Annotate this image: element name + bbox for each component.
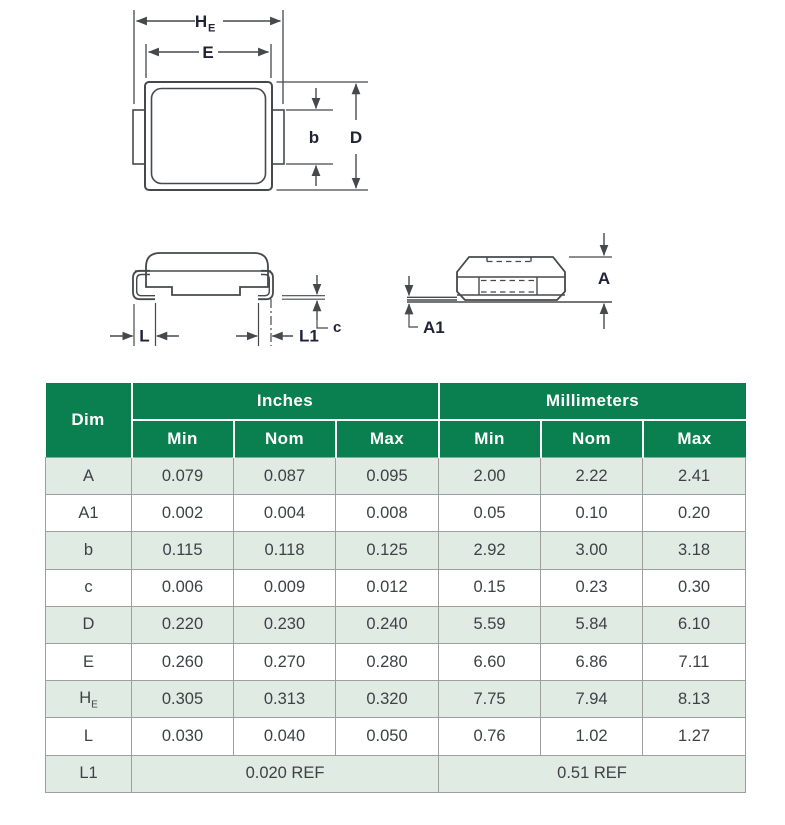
value-cell: 0.125 xyxy=(336,532,439,569)
value-cell: 0.050 xyxy=(336,718,439,755)
value-cell: 2.22 xyxy=(541,458,643,495)
dim-label-he-sub: E xyxy=(208,22,216,35)
value-cell: 0.118 xyxy=(234,532,336,569)
value-cell: 0.220 xyxy=(132,606,234,643)
value-cell: 0.280 xyxy=(336,643,439,680)
dim-label-a1: A1 xyxy=(423,318,445,337)
package-outline-drawing xyxy=(0,0,785,378)
value-cell: 3.00 xyxy=(541,532,643,569)
dim-cell: c xyxy=(46,569,132,606)
value-cell: 0.006 xyxy=(132,569,234,606)
col-header-dim: Dim xyxy=(46,383,132,458)
dim-cell: L1 xyxy=(46,755,132,792)
col-header-millimeters: Millimeters xyxy=(439,383,746,420)
value-cell: 0.009 xyxy=(234,569,336,606)
table-row xyxy=(46,569,746,606)
table-row xyxy=(46,606,746,643)
dim-cell: b xyxy=(46,532,132,569)
value-cell: 0.002 xyxy=(132,495,234,532)
value-cell: 0.115 xyxy=(132,532,234,569)
value-cell: 2.41 xyxy=(643,458,746,495)
value-cell: 0.305 xyxy=(132,681,234,718)
value-cell: 0.23 xyxy=(541,569,643,606)
dim-label-b: b xyxy=(308,128,320,147)
package-body-outline xyxy=(145,82,272,190)
value-cell: 7.75 xyxy=(439,681,541,718)
terminal-tab-right xyxy=(272,110,284,164)
dim-label-l: L xyxy=(139,326,150,346)
dim-cell: A xyxy=(46,458,132,495)
value-cell: 8.13 xyxy=(643,681,746,718)
dim-cell: L xyxy=(46,718,132,755)
col-header-inches: Inches xyxy=(132,383,439,420)
value-cell: 0.012 xyxy=(336,569,439,606)
value-cell: 0.313 xyxy=(234,681,336,718)
value-cell: 0.040 xyxy=(234,718,336,755)
dim-cell: $H_E$ xyxy=(46,681,132,718)
value-cell: 0.260 xyxy=(132,643,234,680)
dim-subscript: E xyxy=(91,698,98,710)
value-cell: 0.087 xyxy=(234,458,336,495)
dim-label-d: D xyxy=(349,128,363,147)
value-cell: 0.079 xyxy=(132,458,234,495)
value-cell: 2.92 xyxy=(439,532,541,569)
dim-cell: D xyxy=(46,606,132,643)
dim-label-c: c xyxy=(333,319,342,336)
value-cell: 0.10 xyxy=(541,495,643,532)
value-cell: 6.10 xyxy=(643,606,746,643)
value-cell: 0.320 xyxy=(336,681,439,718)
value-cell: 0.240 xyxy=(336,606,439,643)
value-cell: 0.15 xyxy=(439,569,541,606)
col-header-mm-max: Max xyxy=(643,420,746,458)
col-header-in-min: Min xyxy=(132,420,234,458)
dim-label-e: E xyxy=(202,43,214,62)
end-body-outline xyxy=(457,257,565,300)
value-cell: 7.94 xyxy=(541,681,643,718)
end-view xyxy=(407,233,612,329)
value-cell: 2.00 xyxy=(439,458,541,495)
value-cell: 0.030 xyxy=(132,718,234,755)
dim-label-a: A xyxy=(597,269,611,288)
a1-leader-line xyxy=(409,315,418,328)
value-cell: 0.05 xyxy=(439,495,541,532)
table-row xyxy=(46,755,746,792)
table-row xyxy=(46,532,746,569)
dim-label-l1: L1 xyxy=(299,326,319,346)
value-cell: 0.004 xyxy=(234,495,336,532)
c-extension-lines xyxy=(282,296,325,300)
end-lead-lines xyxy=(407,297,457,300)
value-cell: 6.86 xyxy=(541,643,643,680)
table-row xyxy=(46,681,746,718)
value-cell: 3.18 xyxy=(643,532,746,569)
dim-label-he: H xyxy=(194,12,208,31)
table-header-row-groups xyxy=(46,383,746,420)
value-cell: 5.59 xyxy=(439,606,541,643)
table-header-row-minmax xyxy=(46,420,746,458)
value-cell: 0.270 xyxy=(234,643,336,680)
dim-cell: A1 xyxy=(46,495,132,532)
value-cell: 1.27 xyxy=(643,718,746,755)
value-cell: 6.60 xyxy=(439,643,541,680)
value-cell: 0.230 xyxy=(234,606,336,643)
dimension-table xyxy=(45,383,746,793)
table-row xyxy=(46,718,746,755)
table-row xyxy=(46,643,746,680)
table-row xyxy=(46,458,746,495)
table-row xyxy=(46,495,746,532)
value-cell: 5.84 xyxy=(541,606,643,643)
value-cell-inches-ref: 0.020 REF xyxy=(132,755,439,792)
value-cell-mm-ref: 0.51 REF xyxy=(439,755,746,792)
value-cell: 0.095 xyxy=(336,458,439,495)
value-cell: 7.11 xyxy=(643,643,746,680)
col-header-in-nom: Nom xyxy=(234,420,336,458)
value-cell: 0.30 xyxy=(643,569,746,606)
col-header-mm-nom: Nom xyxy=(541,420,643,458)
col-header-mm-min: Min xyxy=(439,420,541,458)
value-cell: 0.76 xyxy=(439,718,541,755)
terminal-tab-left xyxy=(133,110,145,164)
value-cell: 1.02 xyxy=(541,718,643,755)
dim-cell: E xyxy=(46,643,132,680)
front-body-outline xyxy=(146,253,268,295)
top-view xyxy=(133,10,368,190)
value-cell: 0.20 xyxy=(643,495,746,532)
value-cell: 0.008 xyxy=(336,495,439,532)
col-header-in-max: Max xyxy=(336,420,439,458)
